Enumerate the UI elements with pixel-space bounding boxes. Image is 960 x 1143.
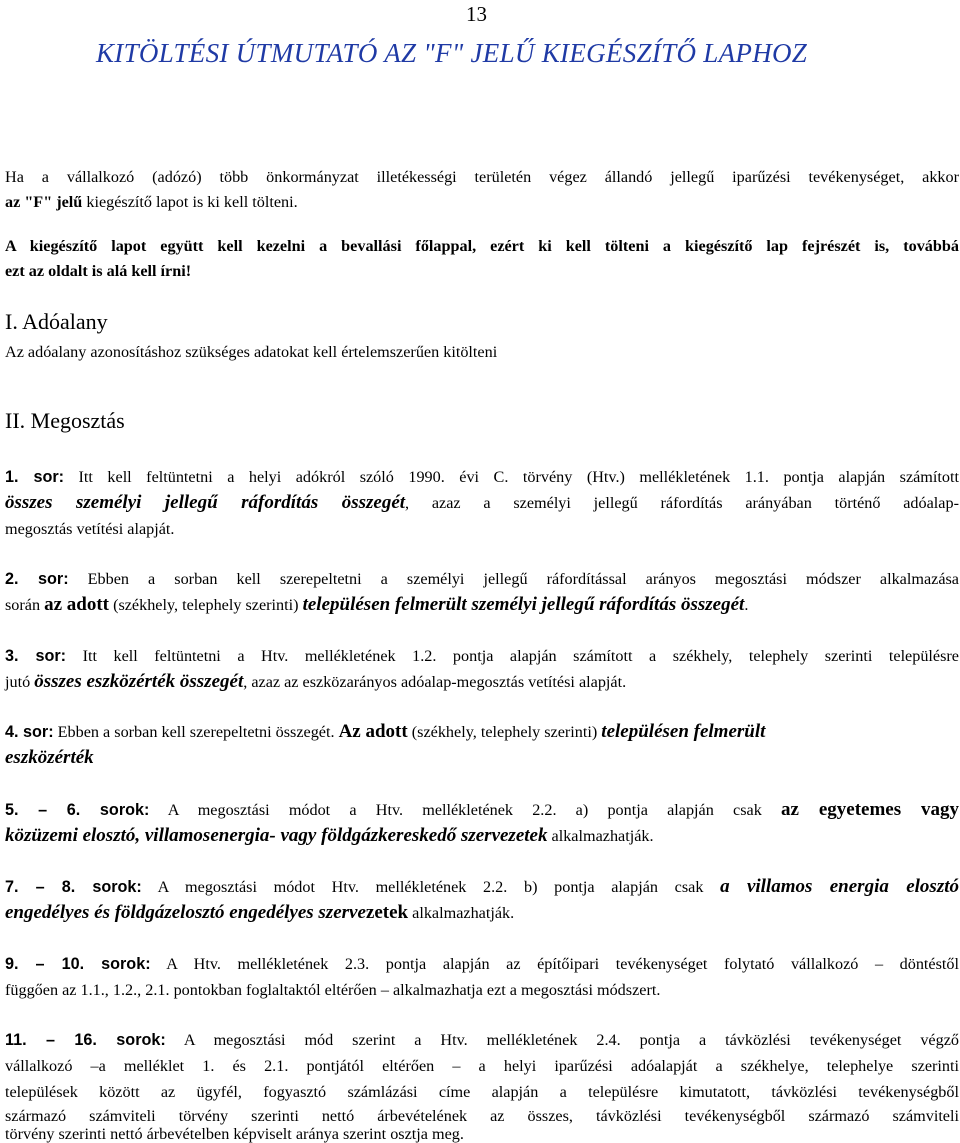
page-number: 13	[466, 2, 487, 26]
row-2-text: Ebben a sorban kell szerepeltetni a személyi jellegű ráfordítással arányos megosztási módszer alkalmazása	[68, 570, 959, 588]
row-2-pre: során	[5, 596, 45, 614]
row-2-label: 2. sor:	[5, 570, 69, 588]
row-7-8-bold: zetek	[365, 902, 409, 923]
row-3-emphasis: összes eszközérték összegét	[34, 671, 244, 692]
row-7-8-end: alkalmazhatják.	[408, 904, 515, 922]
row-1-line-2	[5, 490, 959, 516]
row-11-16-line-5: törvény szerinti nettó árbevételben képviselt aránya szerint osztja meg.	[5, 1125, 464, 1143]
row-4-mid: (székhely, telephely szerinti)	[407, 723, 602, 741]
row-2-mid: (székhely, telephely szerinti)	[109, 596, 303, 614]
row-9-10-label: 9. – 10. sorok:	[5, 955, 151, 973]
row-3-line-2	[5, 669, 959, 695]
warning-line-1: A kiegészítő lapot együtt kell kezelni a bevallási főlappal, ezért ki kell tölteni a kiegészítő lap fejrészét is, továbbá	[5, 237, 959, 255]
row-11-16-line-2: vállalkozó –a melléklet 1. és 2.1. pontjától eltérően – a helyi iparűzési adóalapját a székhelye, telephelye szerinti	[5, 1057, 959, 1075]
row-2-end: .	[744, 596, 749, 614]
intro-line-1: Ha a vállalkozó (adózó) több önkormányzat illetékességi területén végez állandó jellegű iparűzési tevékenységet, akkor	[5, 168, 959, 186]
intro-line-2	[5, 189, 959, 215]
row-3-text: Itt kell feltüntetni a Htv. mellékletének 1.2. pontja alapján számított a székhely, telephely szerinti településre	[66, 647, 959, 665]
page-title: KITÖLTÉSI ÚTMUTATÓ AZ "F" JELŰ KIEGÉSZÍTŐ LAPHOZ	[96, 38, 808, 68]
row-1-line-3: megosztás vetítési alapját.	[5, 520, 175, 538]
row-11-16-label: 11. – 16. sorok:	[5, 1031, 166, 1049]
row-3-pre: jutó	[5, 673, 35, 691]
row-2-line-1	[5, 566, 959, 592]
row-7-8-line-1	[5, 874, 959, 900]
row-11-16-text: A megosztási mód szerint a Htv. mellékletének 2.4. pontja a távközlési tevékenységet végző	[165, 1031, 959, 1049]
row-1-rest: , azaz a személyi jellegű ráfordítás arányában történő adóalap-	[405, 494, 959, 512]
row-9-10-text: A Htv. mellékletének 2.3. pontja alapján az építőipari tevékenységet folytató vállalkozó – döntéstől	[150, 955, 959, 973]
row-4-emphasis-2: eszközérték	[5, 747, 94, 768]
row-3-line-1	[5, 643, 959, 669]
row-4-line-1	[5, 719, 959, 745]
row-4-label: 4. sor:	[5, 723, 54, 741]
row-4-emphasis-1: településen felmerült	[601, 721, 766, 742]
row-5-6-end: alkalmazhatják.	[547, 827, 654, 845]
row-3-rest: , azaz az eszközarányos adóalap-megosztás vetítési alapját.	[243, 673, 627, 691]
intro-bold: az "F" jelű	[5, 193, 83, 211]
row-7-8-line-2	[5, 900, 959, 926]
row-7-8-label: 7. – 8. sorok:	[5, 878, 142, 896]
row-1-line-1	[5, 464, 959, 490]
section-1-heading: I. Adóalany	[5, 309, 108, 334]
section-2-heading: II. Megosztás	[5, 408, 125, 433]
row-7-8-text: A megosztási módot Htv. mellékletének 2.2. b) pontja alapján csak	[141, 878, 721, 896]
row-11-16-line-4: származó számviteli törvény szerinti nettó árbevételének az összes, távközlési tevékenységből származó számviteli	[5, 1107, 959, 1125]
row-3-label: 3. sor:	[5, 647, 67, 665]
row-11-16-line-3: települések között az ügyfél, fogyasztó számlázási címe alapján a településre kimutatott, távközlési tevékenységből	[5, 1083, 959, 1101]
intro-rest: kiegészítő lapot is ki kell tölteni.	[82, 193, 298, 211]
row-4-text: Ebben a sorban kell szerepeltetni összegét.	[53, 723, 339, 741]
row-5-6-bold: az egyetemes vagy	[781, 799, 960, 820]
row-11-16-line-1	[5, 1027, 959, 1053]
row-5-6-text: A megosztási módot a Htv. mellékletének 2.2. a) pontja alapján csak	[149, 801, 781, 819]
warning-line-2: ezt az oldalt is alá kell írni!	[5, 262, 192, 280]
row-1-emphasis: összes személyi jellegű ráfordítás összegét	[5, 492, 406, 513]
row-7-8-emphasis-1: a villamos energia elosztó	[720, 876, 959, 897]
row-1-label: 1. sor:	[5, 468, 65, 486]
row-1-text: Itt kell feltüntetni a helyi adókról szóló 1990. évi C. törvény (Htv.) mellékletének 1.1. pontja alapján számított	[64, 468, 959, 486]
row-4-bold: Az adott	[338, 721, 408, 742]
row-9-10-line-1	[5, 951, 959, 977]
row-5-6-line-1	[5, 797, 959, 823]
row-5-6-emphasis: közüzemi elosztó, villamosenergia- vagy földgázkereskedő szervezetek	[5, 825, 548, 846]
row-5-6-label: 5. – 6. sorok:	[5, 801, 150, 819]
row-4-line-2	[5, 745, 959, 771]
row-2-emphasis: településen felmerült személyi jellegű ráfordítás összegét	[302, 594, 745, 615]
row-2-line-2	[5, 592, 959, 618]
row-7-8-emphasis-2: engedélyes és földgázelosztó engedélyes szerve	[5, 902, 366, 923]
row-5-6-line-2	[5, 823, 959, 849]
section-1-text: Az adóalany azonosításhoz szükséges adatokat kell értelemszerűen kitölteni	[5, 343, 498, 361]
row-2-bold: az adott	[44, 594, 110, 615]
row-9-10-line-2: függően az 1.1., 1.2., 2.1. pontokban foglaltaktól eltérően – alkalmazhatja ezt a megosztási módszert.	[5, 981, 661, 999]
